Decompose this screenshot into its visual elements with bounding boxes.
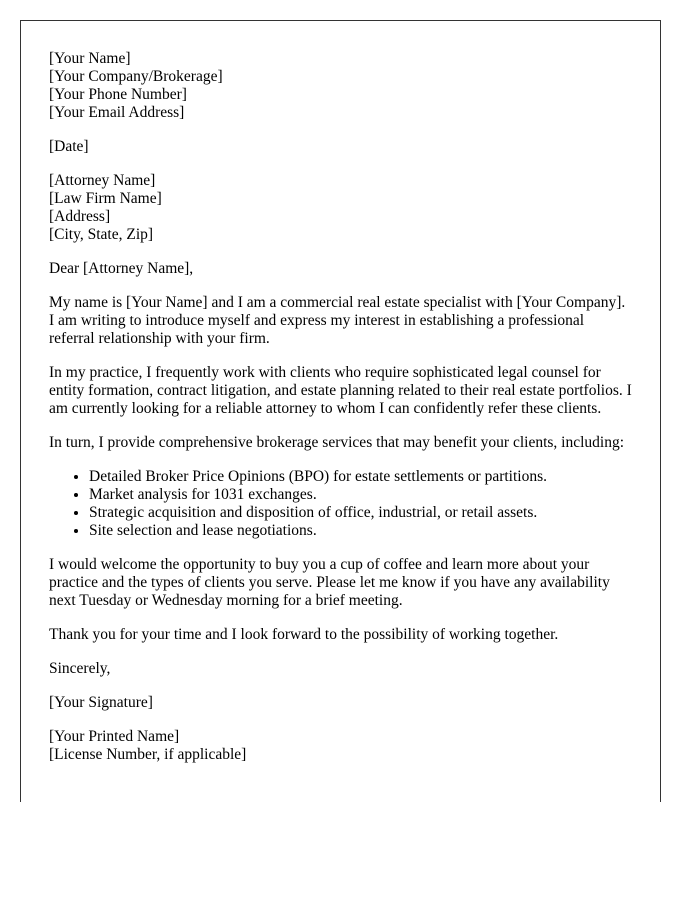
recipient-city-state-zip: [City, State, Zip] — [49, 226, 154, 243]
sender-company: [Your Company/Brokerage] — [49, 68, 223, 85]
services-list-item: • Detailed Broker Price Opinions (BPO) for estate settlements or partitions. — [89, 468, 632, 486]
intro-paragraph: My name is [Your Name] and I am a commercial real estate specialist with [Your Company]. I am writing to introduce myself and express my interest in establishing a professional referral relationship with your firm. — [49, 294, 626, 347]
services-list-item: • Strategic acquisition and disposition of office, industrial, or retail assets. — [89, 504, 632, 522]
services-list-item: • Site selection and lease negotiations. — [89, 522, 632, 540]
thank-you-paragraph: Thank you for your time and I look forward to the possibility of working together. — [49, 626, 559, 643]
signer-block — [49, 728, 632, 764]
letter-date: [Date] — [49, 138, 89, 155]
signature: [Your Signature] — [49, 694, 153, 711]
sender-phone: [Your Phone Number] — [49, 86, 187, 103]
letter-document — [20, 20, 661, 802]
license-number: [License Number, if applicable] — [49, 746, 247, 763]
meeting-request-paragraph: I would welcome the opportunity to buy you a cup of coffee and learn more about your practice and the types of clients you serve. Please let me know if you have any availability next Tuesday or Wednesday morning for a brief meeting. — [49, 556, 610, 609]
practice-paragraph: In my practice, I frequently work with clients who require sophisticated legal counsel for entity formation, contract litigation, and estate planning related to their real estate portfolios. I am currently looking for a reliable attorney to whom I can confidently refer these clients. — [49, 364, 632, 417]
services-list — [49, 468, 632, 540]
recipient-name: [Attorney Name] — [49, 172, 156, 189]
sender-name: [Your Name] — [49, 50, 131, 67]
printed-name: [Your Printed Name] — [49, 728, 180, 745]
closing: Sincerely, — [49, 660, 111, 677]
recipient-address: [Address] — [49, 208, 111, 225]
sender-block — [49, 50, 632, 122]
services-list-item: • Market analysis for 1031 exchanges. — [89, 486, 632, 504]
sender-email: [Your Email Address] — [49, 104, 185, 121]
recipient-firm: [Law Firm Name] — [49, 190, 162, 207]
services-intro-paragraph: In turn, I provide comprehensive brokerage services that may benefit your clients, including: — [49, 434, 625, 451]
recipient-block — [49, 172, 632, 244]
salutation: Dear [Attorney Name], — [49, 260, 194, 277]
date-block — [49, 138, 632, 156]
